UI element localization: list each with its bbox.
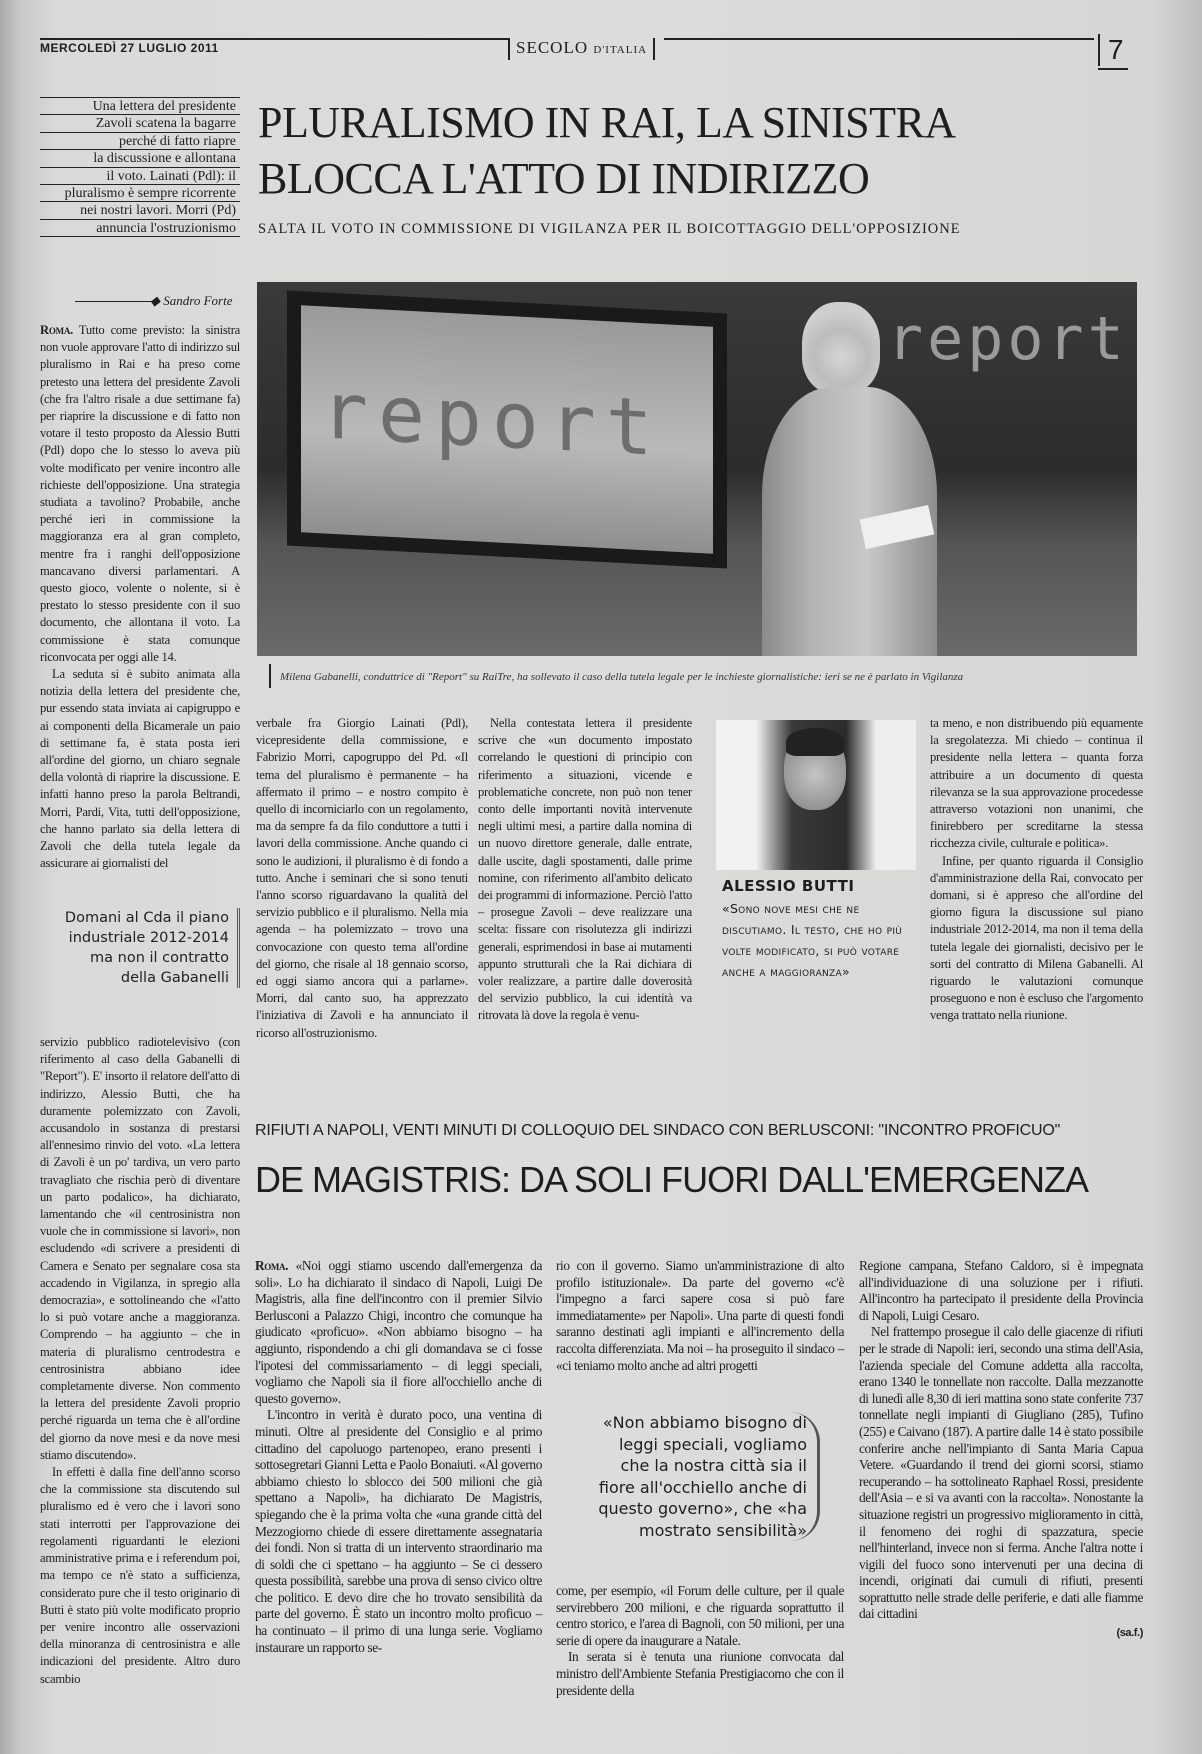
butti-hair [786, 728, 844, 756]
dateline: Roma. [255, 1258, 289, 1273]
paragraph: L'incontro in verità è durato poco, una ventina di minuti. Oltre al presidente del Consiglio e al primo cittadino del capoluogo partenopeo, erano presenti i sottosegretari Gianni Letta e Paolo Bonaiuti. «Al governo abbiamo chiesto lo sblocco dei 500 milioni che già spettano a Napoli», ha dichiarato De Magistris, spiegando che è la prima volta che «una grande città del Mezzogiorno chiede di essere direttamente assegnataria dei fondi. Non si tratta di un intervento straordinario ma di soldi che ci spettano – ha aggiunto – Se ci dessero questa possibilità, sarebbe una prova di senso civico oltre che politico. E devo dire che ho trovato sensibilità da parte del governo. È stato un incontro molto proficuo – ha continuato – il primo di una lunga serie. Vogliamo instaurare un rapporto se- [255, 1407, 542, 1655]
author-name: Sandro Forte [163, 293, 233, 308]
header-rule-left [40, 38, 508, 40]
photo-alessio-butti [716, 720, 916, 870]
paragraph: ta meno, e non distribuendo più equamente la sregolatezza. Mi chiedo – continua il presidente nella lettera – quanta forza attribuire a un documento di questa rilevanza se la sua approvazione procedesse attraverso votazioni non unanimi, che finirebbero per screditarne la stessa ricchezza civile, culturale e politica». [930, 716, 1143, 851]
headline-block [258, 95, 1143, 238]
pullout-line: della Gabanelli [120, 970, 229, 986]
backdrop-logo-report: report [887, 304, 1128, 374]
pullout-line: Domani al Cda il piano [64, 910, 229, 926]
paragraph: In serata si è tenuta una riunione convocata dal ministro dell'Ambiente Stefania Prestigiacomo che con il presidente della [556, 1649, 844, 1698]
article2-signature: (sa.f.) [1116, 1627, 1143, 1640]
paragraph: Infine, per quanto riguarda il Consiglio d'amministrazione della Rai, convocato per domani, si è appreso che all'ordine del giorno figura la discussione sul piano industriale 2012-2014, ma non il tema della tutela legale dei giornalisti, decisivo per le sorti del contratto di Milena Gabanelli. Al riguardo le valutazioni comunque proseguono e non è escluso che l'argomento venga trattato nella riunione. [930, 853, 1143, 1023]
headline-line-2: BLOCCA L'ATTO DI INDIRIZZO [258, 154, 870, 203]
page-number-rule [1098, 68, 1128, 70]
paragraph [255, 1258, 542, 1407]
photo-caption: Milena Gabanelli, conduttrice di "Report" su RaiTre, ha sollevato il caso della tutela legale per le inchieste giornalistiche: ieri se ne è parlato in Vigilanza [280, 671, 964, 683]
article2-headline: DE MAGISTRIS: DA SOLI FUORI DALL'EMERGENZA [255, 1159, 1089, 1200]
column-2 [256, 715, 468, 1042]
summary-line: perché di fatto riapre [40, 132, 240, 149]
summary-line: Una lettera del presidente [40, 97, 240, 114]
paragraph: come, per esempio, «il Forum delle culture, per il quale servirebbero 200 milioni, e che riguarda soprattutto il centro storico, e l'area di Bagnoli, con 50 milioni, per una serie di opere da inaugurare a Natale. [556, 1583, 844, 1648]
paragraph: Nel frattempo prosegue il calo delle giacenze di rifiuti per le strade di Napoli: ieri, secondo una stima dell'Asia, l'azienda speciale del Comune addetta alla raccolta, erano 1340 le tonnellate non raccolte. Dalla mezzanotte di lunedì alle 8,30 di ieri mattina sono state conferite 737 tonnellate negli impianti di Giugliano (285), Tufino (255) e Caivano (187). A partire dalle 14 è stato possibile conferire anche nell'impianto di Santa Maria Capua Vetere. «Guardando il trend dei giorni scorsi, stiamo recuperando – ha sottolineato Raphael Rossi, presidente dell'Asia – e si va avanti con la raccolta». Nonostante la situazione registri un progressivo miglioramento in città, il fenomeno dei roghi di spazzatura, specie nell'hinterland, invece non si ferma. Anche l'altra notte i vigili del fuoco sono intervenuti per una decina di incendi, originati dai cumuli di rifiuti, presenti soprattutto nelle strade delle periferie, e dati alle fiamme dai cittadini [859, 1324, 1143, 1622]
pullout-line: industriale 2012-2014 [68, 930, 229, 946]
dateline: Roma. [40, 323, 73, 337]
article2-kicker: RIFIUTI A NAPOLI, VENTI MINUTI DI COLLOQUIO DEL SINDACO CON BERLUSCONI: "INCONTRO PROFICUO" [255, 1122, 1061, 1139]
article-summary [40, 97, 240, 237]
summary-line: pluralismo è sempre ricorrente [40, 184, 240, 201]
summary-line: Zavoli scatena la bagarre [40, 114, 240, 131]
summary-line: la discussione e allontana [40, 149, 240, 166]
masthead-title: SECOLO [516, 38, 589, 57]
tv-screen-frame [287, 290, 727, 568]
article2-column-2-top [556, 1258, 844, 1374]
page-number: 7 [1098, 34, 1124, 66]
paragraph: In effetti è dalla fine dell'anno scorso che la commissione sta discutendo sul pluralismo ed è vero che i lavori sono stati interrotti per l'approvazione dei regolamenti riguardanti le elezioni amministrative prima e i referendum poi, ma tempo ce n'è stato a sufficienza, considerato pure che il testo originario di Butti è stato più volte modificato proprio per venire incontro alle osservazioni della minoranza di centrosinistra e alle indicazioni del presidente. Altro duro scambio [40, 1465, 240, 1686]
headline-line-1: PLURALISMO IN RAI, LA SINISTRA [258, 98, 956, 147]
article2-pull-quote: «Non abbiamo bisogno di leggi speciali, vogliamo che la nostra città sia il fiore all'occhiello anche di questo governo», che «ha mostrato sensibilità» [590, 1412, 820, 1541]
paragraph-text: «Noi oggi stiamo uscendo dall'emergenza da soli». Lo ha dichiarato il sindaco di Napoli, Luigi De Magistris, alla fine dell'incontro con il premier Silvio Berlusconi a Palazzo Chigi, incontro che comunque ha giudicato «proficuo». «Non abbiamo bisogno – ha aggiunto, rispondendo a chi gli domandava se ci fosse l'ipotesi del commissariamento – di leggi speciali, vogliamo che Napoli sia il fiore all'occhiello anche di questo governo». [255, 1258, 542, 1406]
article2-header [255, 1122, 1150, 1202]
article2-column-3 [859, 1258, 1143, 1642]
subheadline: SALTA IL VOTO IN COMMISSIONE DI VIGILANZA PER IL BOICOTTAGGIO DELL'OPPOSIZIONE [258, 221, 961, 237]
butti-name: ALESSIO BUTTI [722, 877, 855, 895]
column-3 [478, 715, 692, 1025]
paragraph: La seduta si è subito animata alla notizia della lettera del presidente che, pur essendo stata inviata ai capigruppo e ai componenti della Bicamerale un paio di settimane fa, è stata posta ieri all'ordine del giorno, un chiaro segnale della volontà di riaprire la discussione. E infatti hanno preso la parola Beltrandi, Morri, Pardi, Vita, tutti dell'opposizione, che hanno parlato sia della lettera di Zavoli che della tutela legale da assicurare ai giornalisti del [40, 667, 240, 871]
header-rule-right [664, 38, 1094, 40]
byline: ◆ Sandro Forte [150, 293, 233, 308]
tv-screen [301, 305, 713, 554]
byline-rule [75, 301, 157, 302]
butti-quote: «Sono nove mesi che ne discutiamo. Il testo, che ho più volte modificato, si può votare anche a maggioranza» [722, 901, 903, 979]
masthead-subtitle: D'ITALIA [593, 44, 648, 56]
article2-column-1 [255, 1258, 542, 1656]
paragraph: rio con il governo. Siamo un'amministrazione di alto profilo istituzionale». Da parte del governo «c'è l'impegno a farci sapere cosa si può fare immediatamente» per Napoli». Una parte di questi fondi saranno destinati agli impianti e all'incremento della raccolta differenziata. Ma noi – ha proseguito il sindaco – «ci teniamo molto anche ad altri progetti [556, 1258, 844, 1373]
paragraph: Regione campana, Stefano Caldoro, si è impegnata all'individuazione di una soluzione per i rifiuti. All'incontro ha partecipato il presidente della Provincia di Napoli, Luigi Cesaro. [859, 1258, 1143, 1323]
paragraph: Nella contestata lettera il presidente scrive che «un documento impostato correlando le questioni di principio con riferimento a situazioni, vicende e problematiche concrete, non può non tener conto delle importanti novità intervenute negli ultimi mesi, a partire dalla nomina di un nuovo direttore generale, dalle entrate, dalle uscite, dagli spostamenti, dalle prime nomine, con riferimento all'ambito delicato dei programmi di informazione. Perciò l'atto – prosegue Zavoli – deve realizzare una scelta: fissare con risolutezza gli indirizzi generali, esprimendosi in base ai mutamenti appunto strutturali che la Rai dichiara di voler realizzare, a partire dalle doverosità del servizio pubblico, la cui identità va ritrovata là dove la regola è venu- [478, 716, 692, 1023]
caption-rule [269, 664, 271, 688]
pullout-box [36, 908, 240, 988]
woman-head [802, 302, 880, 394]
headline [258, 95, 1143, 207]
summary-line: il voto. Lainati (Pdl): il [40, 167, 240, 184]
paragraph: verbale fra Giorgio Lainati (Pdl), vicepresidente della commissione, e Fabrizio Morri, capogruppo del Pd. «Il tema del pluralismo è permanente – ha affermato il primo – e nostro compito è quello di incorniciarlo con un regolamento, ma da sempre fa da filo conduttore a tutti i lavori della commissione. Anche quando ci sono le audizioni, il pluralismo è di fondo a tutto. Anche i seminari che si sono tenuti l'anno scorso riguardavano la qualità del servizio pubblico e il pluralismo. Nella mia agenda – ha polemizzato – trovo una convocazione con questo tema all'ordine del giorno, che risale al 18 gennaio scorso, ed oggi siamo ancora qui a parlarne». Morri, dal canto suo, ha apprezzato l'iniziativa di Zavoli e ha annunciato il ricorso all'ostruzionismo. [256, 716, 468, 1040]
photo-gabanelli [257, 282, 1137, 656]
left-column-text-bottom [40, 1034, 240, 1688]
left-column-text-top [40, 322, 240, 873]
paragraph [40, 322, 240, 666]
summary-line: nei nostri lavori. Morri (Pd) [40, 201, 240, 218]
screen-logo-report: report [321, 366, 663, 475]
masthead [508, 38, 655, 60]
column-4 [930, 715, 1143, 1025]
paragraph-text: Tutto come previsto: la sinistra non vuole approvare l'atto di indirizzo sul pluralismo in Rai e ha preso come pretesto una lettera del presidente Zavoli (che fra l'altro risale a due settimane fa) per riaprire la discussione e di fatto non votare il testo proposto da Alessio Butti (Pdl) dopo che lo stesso lo aveva più volte modificato per venire incontro alle richieste dell'opposizione. Una strategia studiata a tavolino? Probabile, anche perché ieri in commissione la maggioranza era al gran completo, mentre fra i ranghi dell'opposizione mancavano diversi parlamentari. A questo gioco, volente o nolente, si è prestato lo stesso presidente con il suo documento, che allontana il voto. La commissione è stata comunque riconvocata per oggi alle 14. [40, 323, 240, 664]
issue-date: MERCOLEDÌ 27 LUGLIO 2011 [40, 41, 219, 55]
summary-line: annuncia l'ostruzionismo [40, 219, 240, 236]
paragraph: servizio pubblico radiotelevisivo (con riferimento al caso della Gabanelli di "Report"). E' insorto il relatore dell'atto di indirizzo, Alessio Butti, che ha duramente polemizzato con Zavoli, accusandolo in sostanza di prestarsi all'ennesimo rinvio del voto. «La lettera di Zavoli è un po' tardiva, un vero parto travagliato che rischia però di diventare un parto podalico», ha dichiarato, lamentando che «il centrosinistra non vuole che in commissione si lavori», non escludendo «di scrivere a presidenti di Camera e Senato per segnalare cosa sta accadendo in Vigilanza, in spregio alla democrazia», e sottolineando che «l'atto lo si può votare anche a maggioranza. Comprendo – ha aggiunto – che in materia di pluralismo centrodestra e centrosinistra abbiano idee completamente diverse. Non commento la lettera del presidente Zavoli proprio perché riguarda un tema che è all'ordine del giorno da nove mesi e da nove mesi stiamo discutendo». [40, 1035, 240, 1462]
article2-column-2-bottom [556, 1583, 844, 1699]
pullout-line: ma non il contratto [90, 950, 229, 966]
